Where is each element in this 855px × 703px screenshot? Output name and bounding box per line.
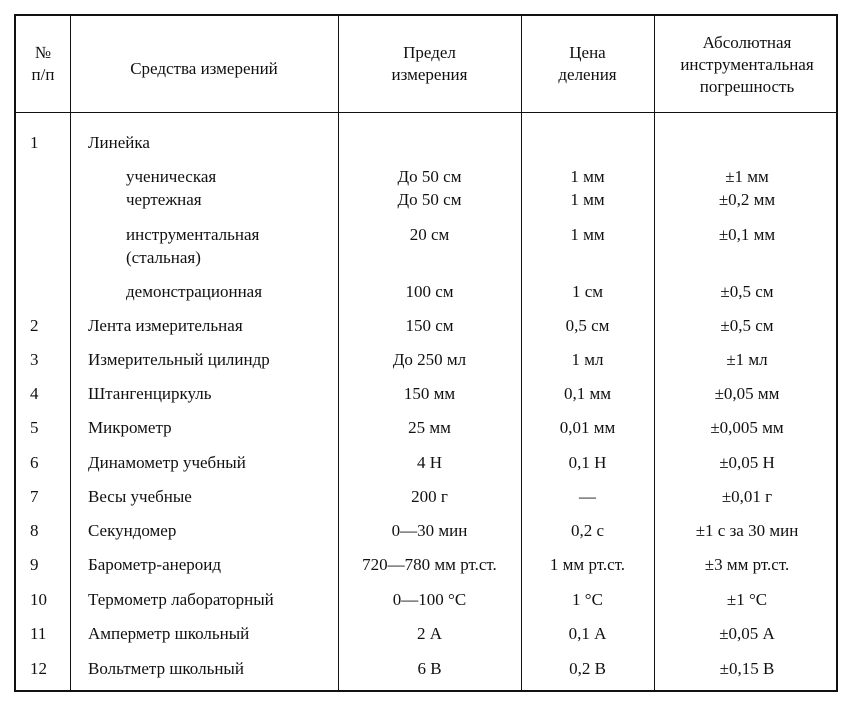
cell-division: 1 мм	[570, 225, 605, 244]
cell-range: 2 А	[416, 624, 443, 643]
cell-name: Амперметр школьный	[88, 624, 250, 643]
header-error-line: Абсолютная	[702, 33, 792, 52]
header-error	[654, 32, 840, 98]
cell-error: ±0,01 г	[721, 487, 773, 506]
cell-error: ±1 мл	[726, 350, 768, 369]
cell-name: Микрометр	[88, 418, 172, 437]
cell-division: 1 мм	[570, 190, 605, 209]
header-division-line: деления	[558, 65, 617, 84]
cell-num: 10	[30, 590, 47, 609]
cell-range: До 250 мл	[392, 350, 467, 369]
cell-name: Вольтметр школьный	[88, 659, 244, 678]
cell-error: ±0,05 мм	[714, 384, 780, 403]
cell-range: 6 В	[417, 659, 442, 678]
header-instrument: Средства измерений	[130, 59, 278, 78]
column-divider	[70, 16, 71, 690]
header-divider	[16, 112, 836, 113]
cell-num: 3	[30, 350, 39, 369]
cell-name: Динамометр учебный	[88, 453, 246, 472]
cell-error: ±0,15 В	[719, 659, 775, 678]
cell-name: Штангенциркуль	[88, 384, 212, 403]
cell-name: Барометр-анероид	[88, 555, 222, 574]
cell-name: Весы учебные	[88, 487, 192, 506]
cell-range: 720—780 мм рт.ст.	[362, 555, 497, 574]
cell-division: 1 мм	[570, 167, 605, 186]
cell-num: 1	[30, 133, 39, 152]
cell-name: Измерительный цилиндр	[88, 350, 270, 369]
cell-error: ±0,2 мм	[718, 190, 776, 209]
instruments-table	[14, 14, 838, 692]
cell-name: Лента измерительная	[88, 316, 243, 335]
cell-division: —	[579, 487, 596, 506]
cell-division: 1 см	[571, 282, 604, 301]
cell-error: ±0,05 А	[719, 624, 775, 643]
cell-name: инструментальная	[126, 225, 260, 244]
cell-name: демонстрационная	[126, 282, 263, 301]
header-num	[16, 42, 70, 86]
cell-division: 0,2 с	[570, 521, 605, 540]
cell-num: 11	[30, 624, 47, 643]
cell-num: 12	[30, 659, 47, 678]
cell-division: 0,1 А	[568, 624, 607, 643]
header-division	[521, 42, 654, 86]
header-num-line: №	[34, 43, 52, 62]
cell-name: Секундомер	[88, 521, 177, 540]
cell-error: ±0,5 см	[720, 316, 774, 335]
cell-error: ±3 мм рт.ст.	[704, 555, 790, 574]
cell-num: 5	[30, 418, 39, 437]
cell-error: ±0,05 Н	[719, 453, 775, 472]
cell-error: ±1 °С	[726, 590, 768, 609]
cell-range: 0—30 мин	[391, 521, 468, 540]
cell-num: 9	[30, 555, 39, 574]
cell-division: 0,2 В	[569, 659, 606, 678]
header-range-line: Предел	[403, 43, 456, 62]
cell-range: 25 мм	[408, 418, 451, 437]
cell-num: 6	[30, 453, 39, 472]
cell-name: Линейка	[88, 133, 150, 152]
cell-range: До 50 см	[397, 190, 462, 209]
cell-range: 0—100 °С	[392, 590, 467, 609]
header-range	[338, 42, 521, 86]
cell-num: 4	[30, 384, 39, 403]
cell-division: 0,1 мм	[563, 384, 611, 403]
cell-range: 100 см	[405, 282, 454, 301]
cell-num: 8	[30, 521, 39, 540]
cell-division: 0,5 см	[565, 316, 610, 335]
cell-range: 200 г	[411, 487, 448, 506]
cell-division: 1 °С	[572, 590, 603, 609]
cell-division: 0,1 Н	[568, 453, 607, 472]
header-num-line: п/п	[31, 65, 55, 84]
header-error-line: погрешность	[699, 77, 795, 96]
cell-range: 4 Н	[416, 453, 443, 472]
cell-name: Термометр лабораторный	[88, 590, 274, 609]
cell-division: 1 мм рт.ст.	[549, 555, 626, 574]
cell-division: 1 мл	[571, 350, 604, 369]
cell-range: 150 мм	[403, 384, 456, 403]
cell-error: ±0,1 мм	[718, 225, 776, 244]
cell-name: ученическая	[126, 167, 217, 186]
cell-name: (стальная)	[126, 248, 201, 267]
cell-division: 0,01 мм	[559, 418, 616, 437]
header-division-line: Цена	[569, 43, 606, 62]
cell-range: 150 см	[405, 316, 454, 335]
header-range-line: измерения	[391, 65, 468, 84]
cell-num: 7	[30, 487, 39, 506]
header-error-line: инструментальная	[680, 55, 814, 74]
cell-range: До 50 см	[397, 167, 462, 186]
cell-error: ±0,5 см	[720, 282, 774, 301]
cell-num: 2	[30, 316, 39, 335]
cell-name: чертежная	[126, 190, 202, 209]
cell-error: ±1 мм	[725, 167, 769, 186]
cell-range: 20 см	[409, 225, 450, 244]
cell-error: ±0,005 мм	[710, 418, 784, 437]
cell-error: ±1 с за 30 мин	[695, 521, 799, 540]
